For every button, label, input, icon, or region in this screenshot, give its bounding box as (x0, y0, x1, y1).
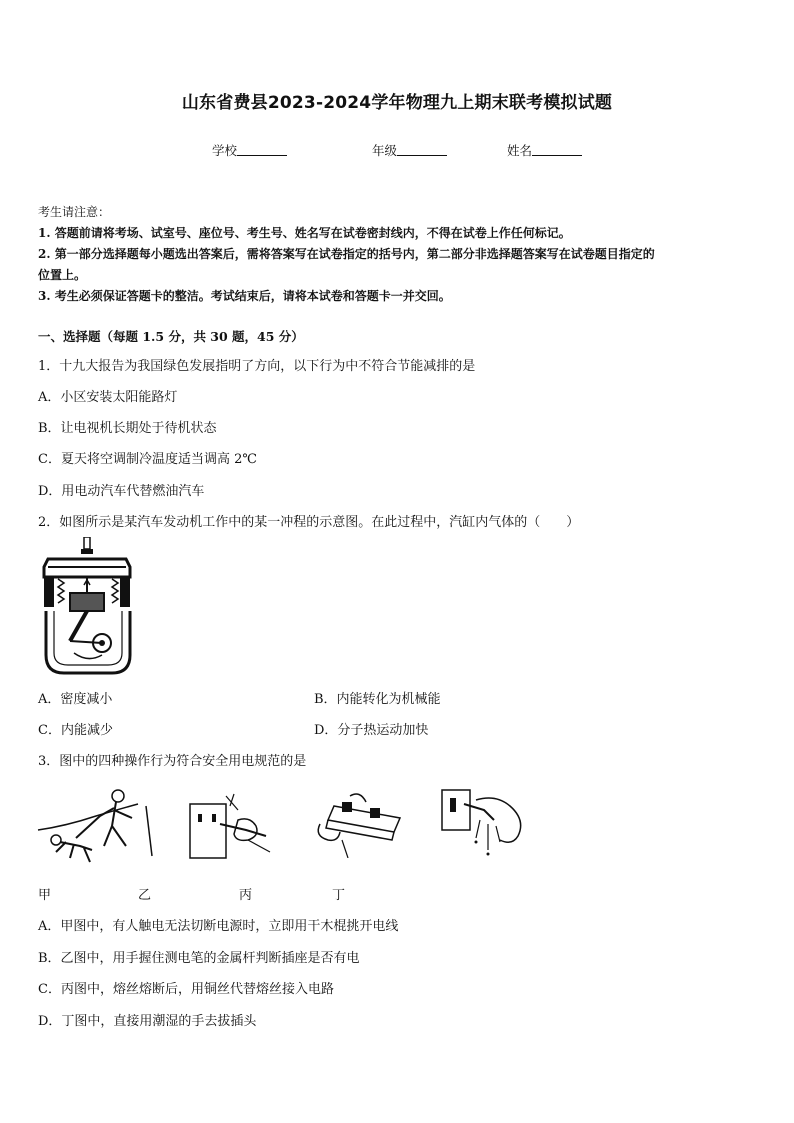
figure-label-jia: 甲 (38, 888, 52, 903)
notice-heading: 考生请注意： (38, 205, 111, 219)
notice-item: 1. 答题前请将考场、试室号、座位号、考生号、姓名写在试卷密封线内，不得在试卷上作任何标记。 (38, 226, 571, 240)
notice-item: 2. 第一部分选择题每小题选出答案后，需将答案写在试卷指定的括号内，第二部分非选择题答案写在试卷题目指定的 (38, 247, 655, 261)
option-c[interactable]: C．夏天将空调制冷温度适当调高 2℃ (38, 452, 257, 467)
option-c[interactable]: C．内能减少 (38, 723, 113, 738)
option-a[interactable]: A．甲图中，有人触电无法切断电源时，立即用干木棍挑开电线 (38, 919, 399, 934)
figure-label-bing: 丙 (239, 888, 253, 903)
figure-ding-plug-illustration (440, 786, 532, 858)
figure-label-ding: 丁 (332, 888, 346, 903)
grade-label: 年级 (372, 143, 398, 158)
option-d[interactable]: D．用电动汽车代替燃油汽车 (38, 484, 205, 499)
page-title: 山东省费县2023-2024学年物理九上期末联考模拟试题 (181, 93, 613, 113)
school-field[interactable] (212, 141, 287, 159)
option-d[interactable]: D．分子热运动加快 (314, 723, 429, 738)
option-d[interactable]: D．丁图中，直接用潮湿的手去拔插头 (38, 1014, 257, 1029)
question-stem: 3．图中的四种操作行为符合安全用电规范的是 (38, 754, 307, 769)
engine-stroke-figure (40, 537, 136, 675)
school-label: 学校 (212, 143, 238, 158)
name-field[interactable] (507, 141, 582, 159)
figure-label-yi: 乙 (138, 888, 152, 903)
option-b[interactable]: B．内能转化为机械能 (314, 692, 441, 707)
figure-bing-fuse-illustration (314, 788, 404, 858)
question-stem: 2．如图所示是某汽车发动机工作中的某一冲程的示意图。在此过程中，汽缸内气体的（ ） (38, 515, 580, 530)
option-b[interactable]: B．乙图中，用手握住测电笔的金属杆判断插座是否有电 (38, 951, 360, 966)
question-stem: 1．十九大报告为我国绿色发展指明了方向，以下行为中不符合节能减排的是 (38, 359, 476, 374)
option-a[interactable]: A．密度减小 (38, 692, 113, 707)
name-label: 姓名 (507, 143, 533, 158)
figure-jia-rescue-illustration (36, 786, 160, 868)
notice-item: 位置上。 (38, 268, 87, 282)
section-heading: 一、选择题（每题 1.5 分，共 30 题，45 分） (38, 329, 304, 344)
option-a[interactable]: A．小区安装太阳能路灯 (38, 390, 178, 405)
option-c[interactable]: C．丙图中，熔丝熔断后，用铜丝代替熔丝接入电路 (38, 982, 334, 997)
option-b[interactable]: B．让电视机长期处于待机状态 (38, 421, 217, 436)
grade-field[interactable] (372, 141, 447, 159)
notice-item: 3. 考生必须保证答题卡的整洁。考试结束后，请将本试卷和答题卡一并交回。 (38, 289, 451, 303)
figure-yi-test-pen-illustration (186, 790, 272, 862)
